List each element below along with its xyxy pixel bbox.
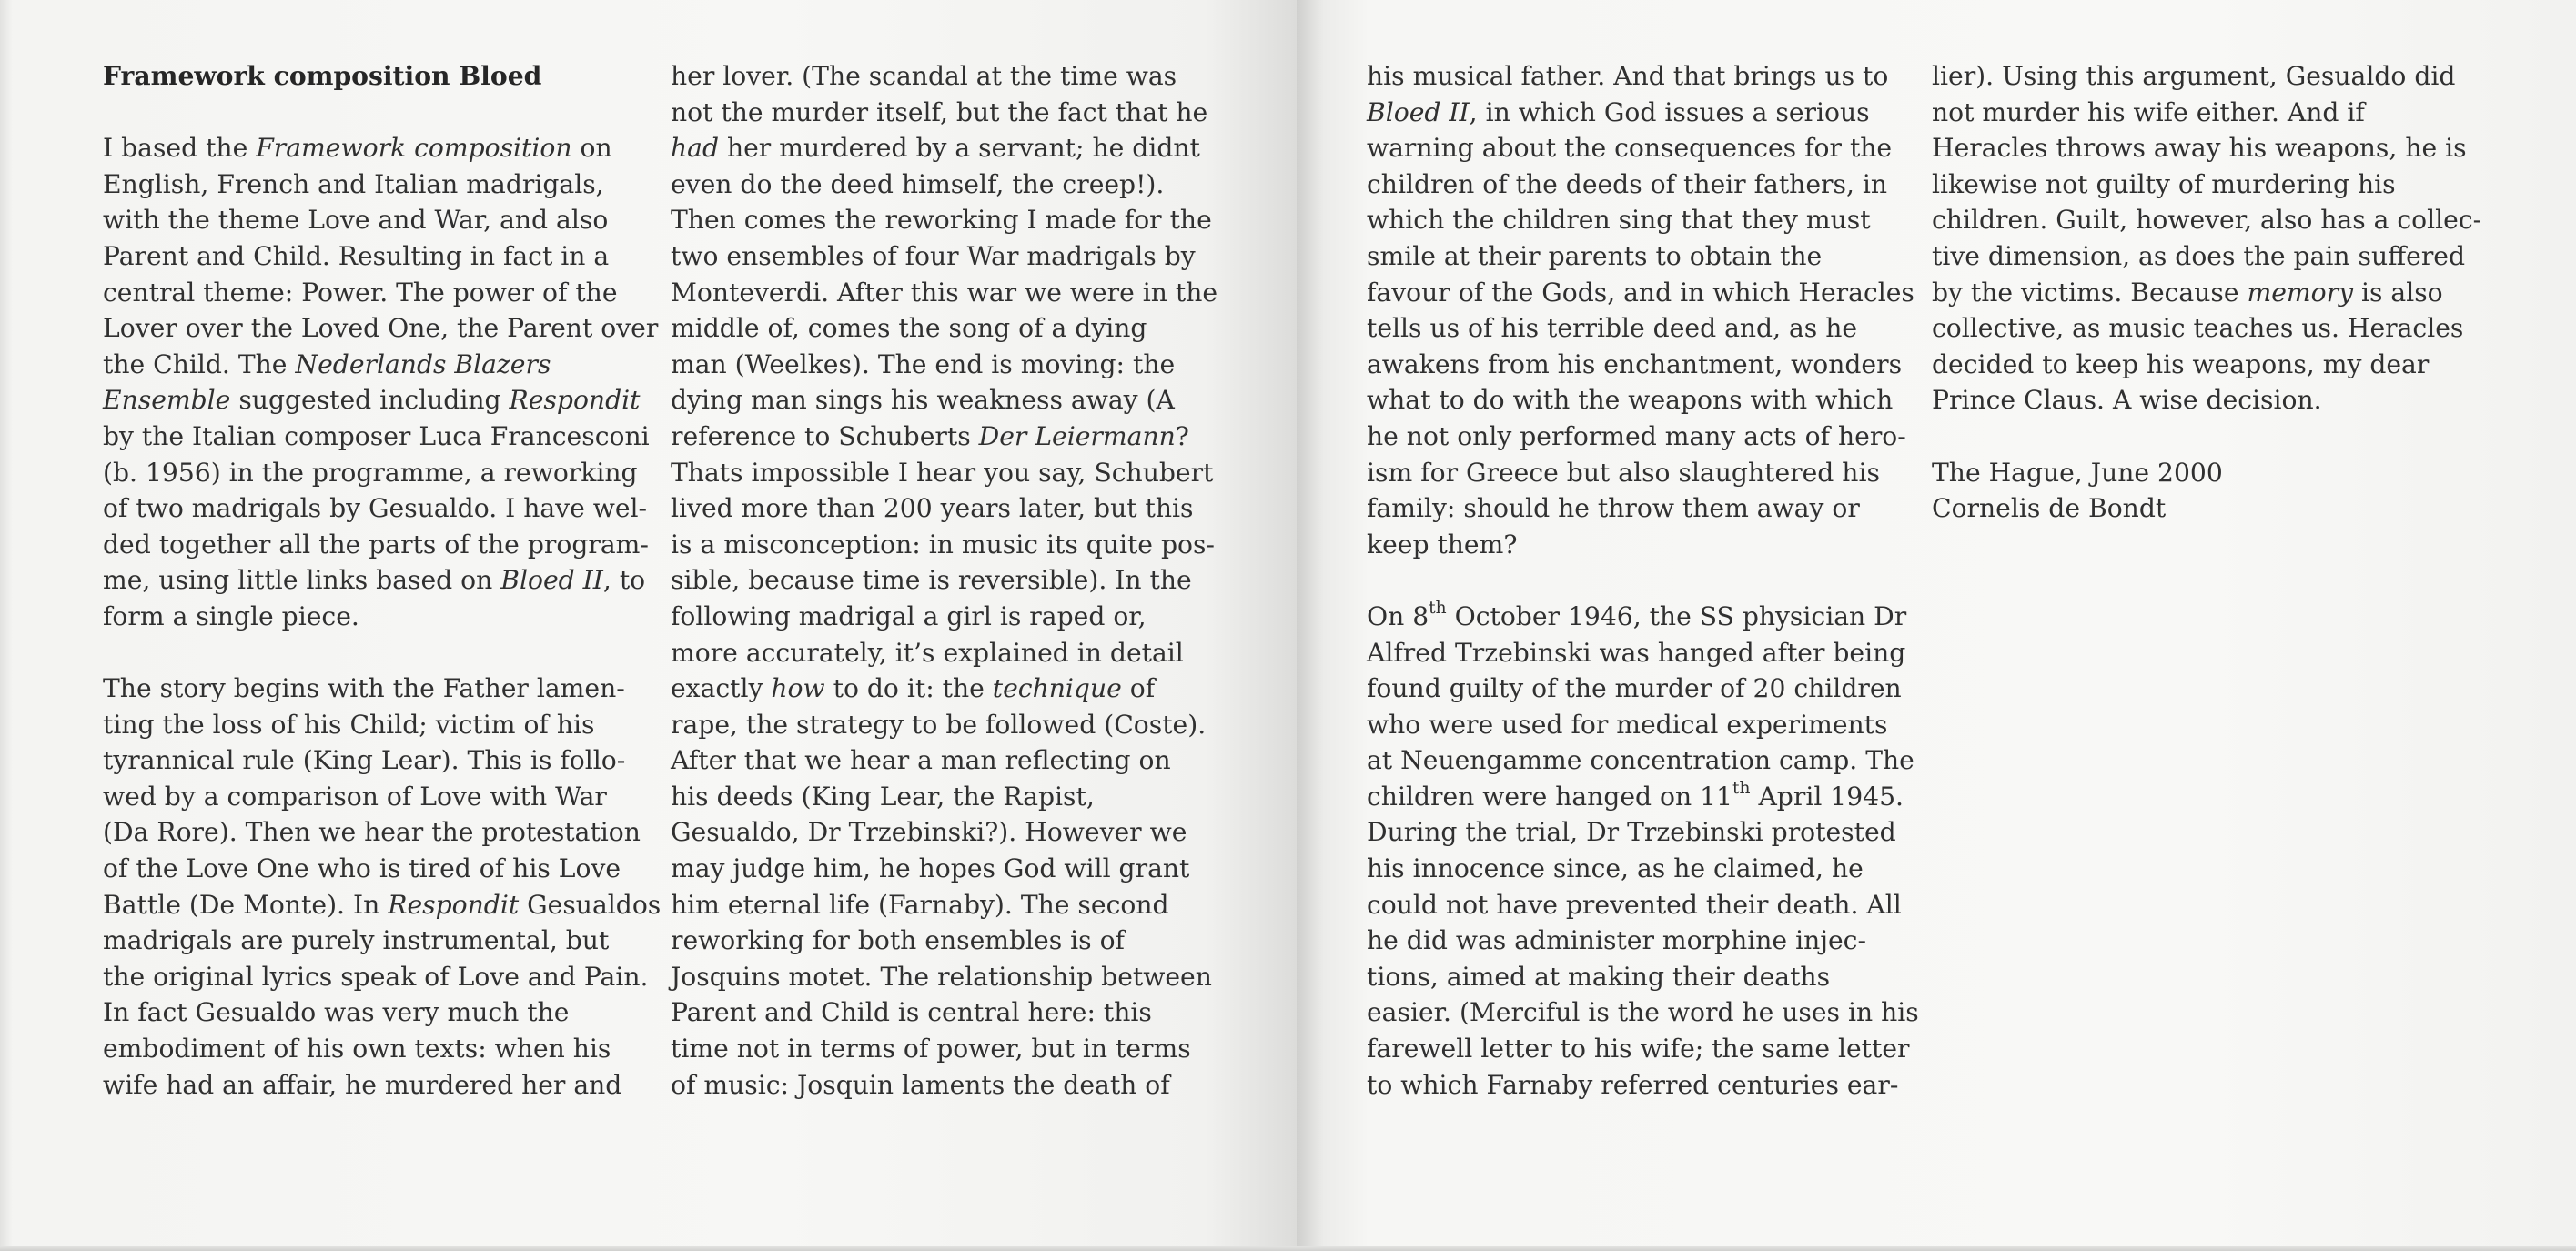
text-line: likewise not guilty of murdering his <box>1932 168 2396 199</box>
text-line: During the trial, Dr Trzebinski protested <box>1367 817 1896 848</box>
text-line: had her murdered by a servant; he didnt <box>671 133 1200 164</box>
text-line: On 8th October 1946, the SS physician Dr <box>1367 598 1907 631</box>
text-line: favour of the Gods, and in which Heracles <box>1367 277 1914 308</box>
paragraph <box>1932 455 2481 527</box>
text-line: which the children sing that they must <box>1367 205 1871 236</box>
text-line: form a single piece. <box>103 600 359 631</box>
text-line: collective, as music teaches us. Heracles <box>1932 313 2464 344</box>
text-line: Lover over the Loved One, the Parent over <box>103 313 659 344</box>
text-line: reference to Schuberts Der Leiermann? <box>671 420 1189 451</box>
page-bottom-edge <box>0 1246 2576 1251</box>
text-line: even do the deed himself, the creep!). <box>671 168 1165 199</box>
text-line: Prince Claus. A wise decision. <box>1932 385 2322 416</box>
text-column-3 <box>1367 58 1919 1103</box>
text-line: tyrannical rule (King Lear). This is follo- <box>103 745 626 776</box>
text-line: exactly how to do it: the technique of <box>671 673 1156 704</box>
text-line: reworking for both ensembles is of <box>671 925 1125 956</box>
paragraph <box>1367 599 1919 1103</box>
text-line: man (Weelkes). The end is moving: the <box>671 348 1176 379</box>
text-line: After that we hear a man reflecting on <box>671 745 1171 776</box>
text-line: wed by a comparison of Love with War <box>103 781 607 812</box>
column-body <box>103 130 661 1103</box>
text-line: the Child. The Nederlands Blazers <box>103 348 551 379</box>
text-line: Parent and Child is central here: this <box>671 997 1152 1028</box>
text-line: I based the Framework composition on <box>103 133 612 164</box>
text-line: Josquins motet. The relationship between <box>671 961 1212 992</box>
text-line: embodiment of his own texts: when his <box>103 1034 611 1064</box>
text-line: he not only performed many acts of hero- <box>1367 420 1906 451</box>
text-line: following madrigal a girl is raped or, <box>671 600 1147 631</box>
text-line: middle of, comes the song of a dying <box>671 313 1147 344</box>
text-line: his innocence since, as he claimed, he <box>1367 853 1864 884</box>
text-line: In fact Gesualdo was very much the <box>103 997 570 1028</box>
text-line: who were used for medical experiments <box>1367 709 1888 740</box>
text-line: English, French and Italian madrigals, <box>103 168 604 199</box>
paragraph <box>103 671 661 1103</box>
text-line: Monteverdi. After this war we were in the <box>671 277 1218 308</box>
column-body <box>671 58 1217 1103</box>
text-line: more accurately, it’s explained in detail <box>671 637 1184 668</box>
text-line: (Da Rore). Then we hear the protestation <box>103 817 641 848</box>
text-line: ism for Greece but also slaughtered his <box>1367 457 1880 488</box>
text-line: to which Farnaby referred centuries ear- <box>1367 1069 1899 1100</box>
text-line: what to do with the weapons with which <box>1367 385 1894 416</box>
text-line: ded together all the parts of the program- <box>103 529 649 560</box>
text-line: awakens from his enchantment, wonders <box>1367 348 1903 379</box>
text-line: is a misconception: in music its quite pos- <box>671 529 1215 560</box>
section-heading: Framework composition Bloed <box>103 61 542 91</box>
text-line: tive dimension, as does the pain suffered <box>1932 240 2466 271</box>
text-column-2 <box>671 58 1217 1103</box>
text-line: The Hague, June 2000 <box>1932 457 2223 488</box>
text-line: may judge him, he hopes God will grant <box>671 853 1190 884</box>
text-line: keep them? <box>1367 529 1518 560</box>
text-line: his deeds (King Lear, the Rapist, <box>671 781 1095 812</box>
text-line: Cornelis de Bondt <box>1932 493 2167 524</box>
text-line: Bloed II, in which God issues a serious <box>1367 96 1870 127</box>
text-line: of music: Josquin laments the death of <box>671 1069 1170 1100</box>
text-line: rape, the strategy to be followed (Coste). <box>671 709 1207 740</box>
text-line: not the murder itself, but the fact that he <box>671 96 1208 127</box>
text-line: farewell letter to his wife; the same letter <box>1367 1034 1910 1064</box>
paragraph <box>1932 58 2481 419</box>
text-line: children of the deeds of their fathers, in <box>1367 168 1888 199</box>
text-line: dying man sings his weakness away (A <box>671 385 1175 416</box>
text-line: not murder his wife either. And if <box>1932 96 2365 127</box>
text-line: wife had an affair, he murdered her and <box>103 1069 622 1100</box>
text-line: Gesualdo, Dr Trzebinski?). However we <box>671 817 1187 848</box>
text-line: children. Guilt, however, also has a collec- <box>1932 205 2482 236</box>
text-line: by the victims. Because memory is also <box>1932 277 2443 308</box>
text-line: his musical father. And that brings us to <box>1367 61 1889 91</box>
paragraph <box>671 58 1217 1103</box>
text-line: decided to keep his weapons, my dear <box>1932 348 2430 379</box>
paragraph <box>103 130 661 634</box>
text-line: Alfred Trzebinski was hanged after being <box>1367 637 1906 668</box>
text-line: smile at their parents to obtain the <box>1367 240 1823 271</box>
text-column-1 <box>103 58 661 1103</box>
text-line: Then comes the reworking I made for the <box>671 205 1212 236</box>
text-line: Ensemble suggested including Respondit <box>103 385 641 416</box>
text-line: he did was administer morphine injec- <box>1367 925 1866 956</box>
text-line: with the theme Love and War, and also <box>103 205 609 236</box>
text-line: easier. (Merciful is the word he uses in his <box>1367 997 1919 1028</box>
text-line: The story begins with the Father lamen- <box>103 673 625 704</box>
text-line: tells us of his terrible deed and, as he <box>1367 313 1858 344</box>
text-line: of two madrigals by Gesualdo. I have wel- <box>103 493 648 524</box>
text-column-4 <box>1932 58 2481 527</box>
text-line: lier). Using this argument, Gesualdo did <box>1932 61 2456 91</box>
text-line: of the Love One who is tired of his Love <box>103 853 621 884</box>
text-line: tions, aimed at making their deaths <box>1367 961 1831 992</box>
text-line: at Neuengamme concentration camp. The <box>1367 745 1914 776</box>
text-line: sible, because time is reversible). In the <box>671 565 1192 596</box>
text-line: time not in terms of power, but in terms <box>671 1034 1191 1064</box>
text-line: found guilty of the murder of 20 children <box>1367 673 1902 704</box>
text-line: by the Italian composer Luca Francesconi <box>103 420 650 451</box>
text-line: children were hanged on 11th April 1945. <box>1367 778 1904 812</box>
text-line: two ensembles of four War madrigals by <box>671 240 1196 271</box>
text-line: the original lyrics speak of Love and Pain. <box>103 961 649 992</box>
text-line: Parent and Child. Resulting in fact in a <box>103 240 610 271</box>
column-body <box>1932 58 2481 527</box>
text-line: lived more than 200 years later, but this <box>671 493 1194 524</box>
text-line: central theme: Power. The power of the <box>103 277 618 308</box>
text-line: her lover. (The scandal at the time was <box>671 61 1177 91</box>
text-line: (b. 1956) in the programme, a reworking <box>103 457 638 488</box>
text-line: could not have prevented their death. All <box>1367 889 1902 920</box>
text-line: me, using little links based on Bloed II, to <box>103 565 646 596</box>
text-line: Thats impossible I hear you say, Schubert <box>671 457 1214 488</box>
text-line: Battle (De Monte). In Respondit Gesualdos <box>103 889 662 920</box>
text-line: warning about the consequences for the <box>1367 133 1893 164</box>
text-line: Heracles throws away his weapons, he is <box>1932 133 2467 164</box>
text-line: family: should he throw them away or <box>1367 493 1860 524</box>
text-line: ting the loss of his Child; victim of his <box>103 709 595 740</box>
text-line: madrigals are purely instrumental, but <box>103 925 610 956</box>
column-body <box>1367 58 1919 1103</box>
paragraph <box>1367 58 1919 562</box>
text-line: him eternal life (Farnaby). The second <box>671 889 1169 920</box>
